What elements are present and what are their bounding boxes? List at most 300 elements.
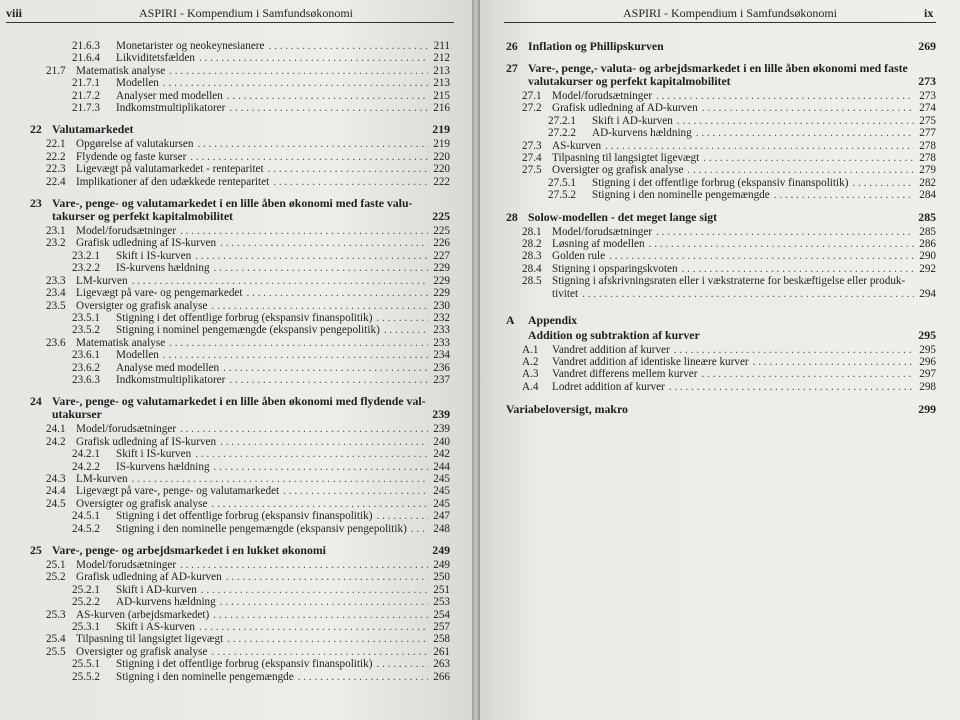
chapter-number: 26: [506, 39, 518, 53]
entry-page: 290: [919, 250, 936, 263]
final-entry-title: Variabeloversigt, makro: [506, 402, 628, 417]
toc-entry: [30, 436, 450, 448]
entry-number: 22.2: [46, 150, 66, 163]
entry-label: Skift i AS-kurven: [116, 621, 195, 634]
dot-leader: [223, 362, 428, 374]
dot-leader: [180, 559, 428, 571]
entry-label: Oversigter og grafisk analyse: [76, 645, 208, 658]
entry-page: 225: [433, 225, 450, 238]
page-number: ix: [924, 6, 934, 20]
toc-entry: [30, 448, 450, 460]
dot-leader: [220, 436, 428, 448]
dot-leader: [696, 127, 914, 139]
chapter-page: 269: [918, 39, 936, 53]
entry-label: Opgørelse af valutakursen: [76, 138, 194, 151]
entry-label: Implikationer af den udækkede renteparitet: [76, 175, 270, 188]
entry-label: Grafisk udledning af AD-kurven: [552, 102, 698, 115]
entry-label: Stigning i den nominelle pengemængde (ekspansiv pengepolitik): [116, 522, 407, 535]
entry-page: 232: [433, 311, 450, 324]
entry-page: 261: [433, 645, 450, 658]
dot-leader: [677, 115, 914, 127]
chapter-title: Vare-, penge- og valutamarkedet i en lille åben økonomi med flydende val-: [52, 394, 426, 409]
entry-number: 24.5: [46, 497, 66, 510]
entry-label: Monetarister og neokeynesianere: [116, 40, 265, 52]
toc-entry: [30, 510, 450, 522]
entry-label: Matematisk analyse: [76, 64, 166, 77]
appendix-page: 295: [918, 327, 936, 342]
dot-leader: [211, 498, 428, 510]
toc-entry: [30, 300, 450, 312]
chapter-title-line: [30, 123, 450, 136]
dot-leader: [214, 461, 428, 473]
entry-page: 251: [433, 583, 450, 596]
entry-label: LM-kurven: [76, 472, 128, 485]
entry-number: 21.6.4: [72, 52, 100, 65]
entry-label: Analyse med modellen: [116, 361, 220, 374]
dot-leader: [132, 275, 428, 287]
entry-number: 24.2: [46, 435, 66, 448]
entry-number: 25.2.2: [72, 596, 100, 609]
entry-label-continued: tivitet: [552, 287, 579, 300]
entry-label: Stigning i det offentlige forbrug (ekspansiv finanspolitik): [116, 510, 373, 523]
entry-label: Analyser med modellen: [116, 89, 223, 102]
entry-number: 24.5.1: [72, 510, 100, 523]
toc-entry: [30, 362, 450, 374]
dot-leader: [674, 344, 914, 356]
chapter-page: 239: [432, 407, 450, 422]
dot-leader: [703, 152, 914, 164]
dot-leader: [656, 226, 914, 238]
entry-page: 279: [919, 164, 936, 177]
running-title: ASPIRI - Kompendium i Samfundsøkonomi: [623, 6, 838, 20]
entry-number: 24.2.1: [72, 448, 100, 461]
dot-leader: [682, 263, 914, 275]
dot-leader: [227, 633, 428, 645]
entry-label: Tilpasning til langsigtet ligevægt: [76, 633, 224, 646]
entry-label: Stigning i den nominelle pengemængde: [592, 189, 770, 202]
toc-entry: [506, 226, 936, 238]
chapter-number: 28: [506, 209, 518, 224]
final-entry-page: 299: [918, 402, 936, 417]
toc-entry: [30, 498, 450, 510]
entry-number: 23.6.2: [72, 361, 100, 374]
entry-page: 215: [433, 89, 450, 102]
chapter-heading: [30, 197, 450, 223]
entry-number: 21.7: [46, 64, 66, 77]
entry-page: 253: [433, 596, 450, 609]
dot-leader: [852, 177, 914, 189]
toc-entry: [30, 138, 450, 150]
entry-page: 266: [433, 670, 450, 683]
entry-number: 24.2.2: [72, 460, 100, 473]
entry-number: 28.2: [522, 238, 542, 251]
chapter-title: Vare-, penge- og arbejdsmarkedet i en lukket økonomi: [52, 543, 326, 557]
entry-label: Vandret addition af kurver: [552, 343, 670, 356]
entry-label: AS-kurven: [552, 139, 602, 152]
entry-number: 22.1: [46, 138, 66, 151]
entry-label: Model/forudsætninger: [76, 559, 177, 571]
entry-label: Skift i AD-kurven: [592, 114, 673, 127]
toc-entry: [506, 127, 936, 139]
entry-label: Oversigter og grafisk analyse: [76, 299, 208, 312]
chapter-heading: [506, 40, 936, 53]
entry-label: Løsning af modellen: [552, 238, 645, 251]
entry-number: 21.7.1: [72, 77, 100, 90]
appendix-title-line: [506, 329, 936, 342]
entry-number: 25.3.1: [72, 621, 100, 634]
chapter-heading: [30, 123, 450, 136]
toc-entry: [506, 164, 936, 176]
toc-entry: [30, 523, 450, 535]
toc-entry: [506, 152, 936, 164]
entry-number: 23.1: [46, 225, 66, 238]
entry-page: 292: [919, 262, 936, 275]
toc-entry: [30, 40, 450, 52]
entry-page: 277: [919, 127, 936, 140]
entry-page: 273: [919, 90, 936, 102]
entry-number: 24.3: [46, 472, 66, 485]
entry-page: 278: [919, 139, 936, 152]
entry-number: 23.6.3: [72, 373, 100, 386]
entry-page: 294: [919, 287, 936, 300]
entry-page: 233: [433, 324, 450, 337]
entry-label: Lodret addition af kurver: [552, 380, 665, 393]
entry-label: Flydende og faste kurser: [76, 150, 187, 163]
chapter-number: 27: [506, 61, 518, 75]
dot-leader: [169, 337, 428, 349]
running-title: ASPIRI - Kompendium i Samfundsøkonomi: [139, 6, 354, 20]
entry-number: 25.5: [46, 645, 66, 658]
dot-leader: [702, 368, 915, 380]
entry-page: 211: [433, 40, 450, 52]
toc-entry: [30, 349, 450, 361]
dot-leader: [169, 65, 428, 77]
dot-leader: [702, 102, 914, 114]
toc-entry: [506, 263, 936, 275]
entry-number: 28.1: [522, 225, 542, 238]
header-rule: [504, 22, 936, 23]
entry-number: 28.5: [522, 275, 542, 288]
chapter-number: 24: [30, 394, 42, 409]
chapter-title: Solow-modellen - det meget lange sigt: [528, 209, 718, 224]
chapter-page: 273: [918, 74, 936, 88]
entry-number: 23.3: [46, 274, 66, 287]
chapter-page: 285: [918, 209, 936, 224]
entry-page: 297: [919, 368, 936, 381]
dot-leader: [273, 176, 428, 188]
toc-entry: [506, 250, 936, 262]
toc-entry: [30, 176, 450, 188]
entry-number: 25.1: [46, 559, 66, 571]
dot-leader: [298, 671, 428, 683]
toc-entry: [30, 473, 450, 485]
toc-entry: [30, 609, 450, 621]
appendix-title: Addition og subtraktion af kurver: [528, 327, 700, 342]
entry-number: 28.3: [522, 250, 542, 263]
entry-number: 25.4: [46, 633, 66, 646]
entry-page: 247: [433, 510, 450, 523]
entry-label: Model/forudsætninger: [552, 90, 653, 102]
toc-entry: [506, 90, 936, 102]
entry-number: 28.4: [522, 262, 542, 275]
dot-leader: [195, 250, 428, 262]
entry-number: 27.5: [522, 164, 542, 177]
entry-page: 227: [433, 249, 450, 262]
entry-number: A.4: [522, 380, 539, 393]
entry-label: Oversigter og grafisk analyse: [552, 164, 684, 177]
dot-leader: [227, 90, 428, 102]
chapter-title-continued-line: [30, 210, 450, 223]
chapter-number: 25: [30, 543, 42, 557]
dot-leader: [226, 571, 428, 583]
entry-number: 23.5: [46, 299, 66, 312]
entry-number: 27.2: [522, 102, 542, 115]
entry-label: Indkomstmultiplikatorer: [116, 373, 226, 386]
entry-label: Stigning i det offentlige forbrug (ekspansiv finanspolitik): [116, 311, 373, 324]
entry-number: 23.2: [46, 237, 66, 250]
entry-number: 27.5.2: [548, 189, 576, 202]
toc-entry: [30, 571, 450, 583]
toc-entry: [30, 151, 450, 163]
toc-entry: [506, 344, 936, 356]
dot-leader: [376, 658, 428, 670]
toc-entry-continued: [506, 288, 936, 300]
toc-entry: [30, 77, 450, 89]
entry-page: 295: [919, 343, 936, 356]
entry-number: 23.5.2: [72, 324, 100, 337]
entry-page: 229: [433, 274, 450, 287]
entry-label: Stigning i afskrivningsraten eller i vækstraterne for beskæftigelse eller produk-: [552, 275, 906, 288]
chapter-heading: [506, 211, 936, 224]
entry-page: 229: [433, 287, 450, 300]
entry-page: 245: [433, 472, 450, 485]
dot-leader: [283, 485, 428, 497]
chapter-title-continued-line: [30, 408, 450, 421]
toc-entry: [30, 671, 450, 683]
entry-number: 23.6: [46, 336, 66, 349]
entry-number: 25.2: [46, 571, 66, 584]
entry-page: 258: [433, 633, 450, 646]
entry-number: 25.5.1: [72, 658, 100, 671]
entry-page: 257: [433, 621, 450, 634]
entry-page: 219: [433, 138, 450, 151]
toc-entry: [30, 52, 450, 64]
toc-entry: [30, 374, 450, 386]
entry-label: IS-kurvens hældning: [116, 460, 210, 473]
entry-label: Skift i AD-kurven: [116, 583, 197, 596]
entry-page: 275: [919, 114, 936, 127]
entry-label: Model/forudsætninger: [552, 225, 653, 238]
table-of-contents: [506, 40, 936, 418]
entry-number: 22.4: [46, 175, 66, 188]
toc-entry: [506, 189, 936, 201]
entry-page: 282: [919, 176, 936, 189]
toc-entry: [30, 658, 450, 670]
dot-leader: [656, 90, 914, 102]
entry-label: Model/forudsætninger: [76, 423, 177, 436]
dot-leader: [649, 238, 914, 250]
dot-leader: [163, 349, 428, 361]
chapter-number: 22: [30, 122, 42, 137]
dot-leader: [214, 262, 428, 274]
dot-leader: [220, 237, 428, 249]
dot-leader: [669, 381, 914, 393]
entry-label: IS-kurvens hældning: [116, 262, 210, 275]
entry-number: 27.4: [522, 152, 542, 165]
dot-leader: [753, 356, 914, 368]
chapter-title-continued: valutakurser og perfekt kapitalmobilitet: [528, 74, 731, 88]
appendix-letter: A: [506, 313, 515, 328]
dot-leader: [582, 288, 914, 300]
entry-page: 220: [433, 163, 450, 176]
entry-label: Stigning i nominel pengemængde (ekspansiv pengepolitik): [116, 324, 380, 337]
book-gutter: [472, 0, 480, 720]
toc-entry: [30, 65, 450, 77]
dot-leader: [201, 584, 428, 596]
toc-entry: [30, 633, 450, 645]
entry-page: 213: [433, 64, 450, 77]
chapter-heading: [30, 395, 450, 421]
entry-page: 254: [433, 608, 450, 621]
entry-page: 233: [433, 336, 450, 349]
entry-page: 234: [433, 349, 450, 362]
dot-leader: [384, 324, 428, 336]
entry-label: Golden rule: [552, 250, 606, 263]
toc-entry: [30, 287, 450, 299]
chapter-heading: [506, 62, 936, 88]
entry-page: 213: [433, 77, 450, 90]
entry-label: Indkomstmultiplikatorer: [116, 102, 226, 115]
entry-number: A.1: [522, 343, 539, 356]
dot-leader: [213, 609, 428, 621]
chapter-page: 249: [432, 543, 450, 557]
entry-number: 27.3: [522, 139, 542, 152]
chapter-title-continued: utakurser: [52, 407, 102, 422]
entry-number: 24.1: [46, 423, 66, 436]
toc-entry: [506, 140, 936, 152]
entry-label: Grafisk udledning af AD-kurven: [76, 571, 222, 584]
entry-label: Stigning i det offentlige forbrug (ekspansiv finanspolitik): [116, 658, 373, 671]
chapter-heading: [30, 544, 450, 557]
dot-leader: [220, 596, 428, 608]
entry-label: Model/forudsætninger: [76, 225, 177, 238]
entry-page: 244: [433, 460, 450, 473]
entry-label: AD-kurvens hældning: [592, 127, 692, 140]
entry-page: 274: [919, 102, 936, 115]
dot-leader: [190, 151, 428, 163]
entry-page: 226: [433, 237, 450, 250]
entry-label: Likviditetsfælden: [116, 52, 195, 65]
toc-entry: [30, 275, 450, 287]
toc-entry: [30, 324, 450, 336]
toc-entry: [506, 102, 936, 114]
toc-entry: [30, 621, 450, 633]
entry-label: AS-kurven (arbejdsmarkedet): [76, 608, 210, 621]
entry-number: 24.5.2: [72, 522, 100, 535]
entry-number: A.2: [522, 355, 539, 368]
entry-label: Oversigter og grafisk analyse: [76, 497, 208, 510]
entry-number: 23.6.1: [72, 349, 100, 362]
entry-number: 24.4: [46, 485, 66, 498]
entry-page: 220: [433, 150, 450, 163]
appendix-label: Appendix: [528, 313, 578, 328]
dot-leader: [211, 646, 428, 658]
toc-entry: [30, 485, 450, 497]
dot-leader: [180, 423, 428, 435]
entry-page: 298: [919, 380, 936, 393]
page-number: viii: [6, 6, 23, 20]
chapter-title-line: [506, 211, 936, 224]
entry-label: Tilpasning til langsigtet ligevægt: [552, 152, 700, 165]
entry-label: Stigning i den nominelle pengemængde: [116, 670, 294, 683]
entry-label: Ligevægt på valutamarkedet - renteparitet: [76, 163, 264, 176]
toc-entry: [506, 238, 936, 250]
toc-entry: [30, 337, 450, 349]
final-entry: [506, 403, 936, 416]
entry-label: Vandret addition af identiske lineære kurver: [552, 355, 749, 368]
entry-page: 229: [433, 262, 450, 275]
entry-page: 212: [433, 52, 450, 65]
toc-entry: [30, 596, 450, 608]
entry-number: 23.2.1: [72, 249, 100, 262]
toc-entry: [30, 584, 450, 596]
dot-leader: [687, 164, 914, 176]
entry-page: 250: [433, 571, 450, 584]
chapter-title-continued-line: [506, 75, 936, 88]
toc-entry: [30, 461, 450, 473]
final-entry-line: [506, 403, 936, 416]
entry-number: 23.4: [46, 287, 66, 300]
chapter-number: 23: [30, 196, 42, 211]
entry-number: 27.1: [522, 90, 542, 102]
chapter-title-continued: takurser og perfekt kapitalmobilitet: [52, 209, 233, 224]
toc-entry: [506, 115, 936, 127]
chapter-title: Vare-, penge,- valuta- og arbejdsmarkedet i en lille åben økonomi med faste: [528, 61, 908, 75]
entry-number: 27.5.1: [548, 176, 576, 189]
entry-label: Vandret differens mellem kurver: [552, 368, 698, 381]
toc-entry: [506, 275, 936, 287]
entry-page: 286: [919, 238, 936, 251]
toc-entry: [30, 646, 450, 658]
entry-page: 249: [433, 559, 450, 571]
chapter-page: 219: [432, 122, 450, 137]
toc-entry: [30, 559, 450, 571]
entry-number: 25.5.2: [72, 670, 100, 683]
dot-leader: [268, 163, 428, 175]
entry-label: Skift i IS-kurven: [116, 448, 192, 461]
entry-page: 278: [919, 152, 936, 165]
entry-page: 285: [919, 225, 936, 238]
entry-page: 239: [433, 423, 450, 436]
toc-entry: [30, 225, 450, 237]
entry-label: Modellen: [116, 349, 159, 362]
entry-page: 236: [433, 361, 450, 374]
toc-entry: [30, 102, 450, 114]
entry-page: 216: [433, 102, 450, 115]
chapter-title: Valutamarkedet: [52, 122, 134, 137]
entry-number: 21.6.3: [72, 40, 100, 52]
entry-number: 21.7.3: [72, 102, 100, 115]
chapter-title: Vare-, penge- og valutamarkedet i en lille åben økonomi med faste valu-: [52, 196, 413, 211]
entry-number: 21.7.2: [72, 89, 100, 102]
dot-leader: [229, 374, 428, 386]
toc-entry: [30, 163, 450, 175]
toc-entry-wrap: [506, 275, 936, 300]
toc-entry: [506, 368, 936, 380]
entry-label: Modellen: [116, 77, 159, 90]
left-page: [0, 0, 472, 720]
entry-page: 240: [433, 435, 450, 448]
